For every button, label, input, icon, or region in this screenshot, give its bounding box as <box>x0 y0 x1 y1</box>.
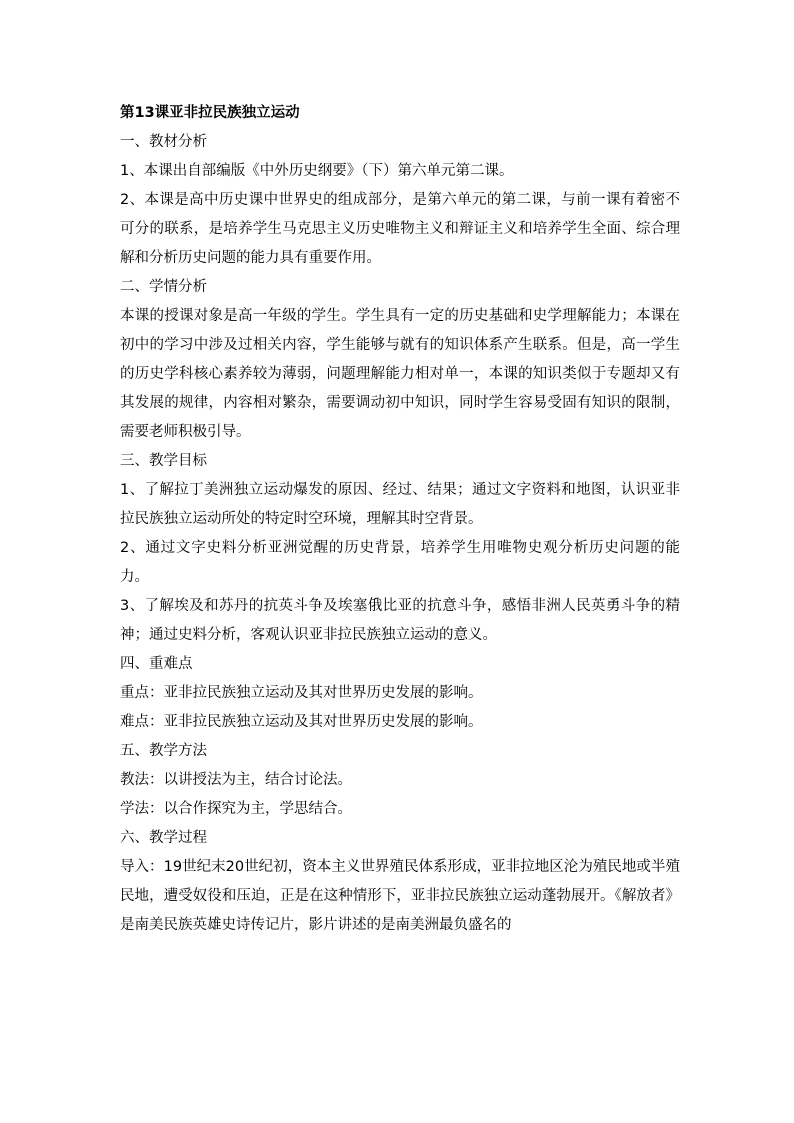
paragraph-textbook-role: 2、本课是高中历史课中世界史的组成部分，是第六单元的第二课，与前一课有着密不可分的联系，是培养学生马克思主义历史唯物主义和辩证主义和培养学生全面、综合理解和分析历史问题的能力具有重要作用。 <box>120 192 680 266</box>
lesson-title: 第13课亚非拉民族独立运动 <box>120 105 300 121</box>
paragraph-goal-2: 2、通过文字史料分析亚洲觉醒的历史背景，培养学生用唯物史观分析历史问题的能力。 <box>120 540 680 585</box>
paragraph-learning-method: 学法：以合作探究为主，学思结合。 <box>120 801 352 817</box>
paragraph-student-analysis: 本课的授课对象是高一年级的学生。学生具有一定的历史基础和史学理解能力；本课在初中的学习中涉及过相关内容，学生能够与就有的知识体系产生联系。但是，高一学生的历史学科核心素养较为薄弱，问题理解能力相对单一，本课的知识类似于专题却又有其发展的规律，内容相对繁杂，需要调动初中知识，同时学生容易受固有知识的限制，需要老师积极引导。 <box>120 308 680 440</box>
paragraph-teaching-method: 教法：以讲授法为主，结合讨论法。 <box>120 772 352 788</box>
paragraph-goal-3: 3、了解埃及和苏丹的抗英斗争及埃塞俄比亚的抗意斗争，感悟非洲人民英勇斗争的精神；通过史料分析，客观认识亚非拉民族独立运动的意义。 <box>120 598 680 643</box>
section-heading-teaching-process: 六、教学过程 <box>120 830 207 846</box>
section-heading-key-points: 四、重难点 <box>120 656 193 672</box>
section-heading-teaching-goals: 三、教学目标 <box>120 453 207 469</box>
paragraph-introduction: 导入：19世纪末20世纪初，资本主义世界殖民体系形成，亚非拉地区沦为殖民地或半殖民地，遭受奴役和压迫，正是在这种情形下，亚非拉民族独立运动蓬勃展开。《解放者》是南美民族英雄史诗传记片，影片讲述的是南美洲最负盛名的 <box>120 859 680 933</box>
section-heading-student-analysis: 二、学情分析 <box>120 279 207 295</box>
paragraph-goal-1: 1、了解拉丁美洲独立运动爆发的原因、经过、结果；通过文字资料和地图，认识亚非拉民族独立运动所处的特定时空环境，理解其时空背景。 <box>120 482 680 527</box>
paragraph-difficult-point: 难点：亚非拉民族独立运动及其对世界历史发展的影响。 <box>120 714 483 730</box>
paragraph-key-point: 重点：亚非拉民族独立运动及其对世界历史发展的影响。 <box>120 685 483 701</box>
paragraph-textbook-source: 1、本课出自部编版《中外历史纲要》（下）第六单元第二课。 <box>120 163 514 179</box>
section-heading-teaching-methods: 五、教学方法 <box>120 743 207 759</box>
section-heading-textbook-analysis: 一、教材分析 <box>120 134 207 150</box>
document-page <box>120 99 680 940</box>
